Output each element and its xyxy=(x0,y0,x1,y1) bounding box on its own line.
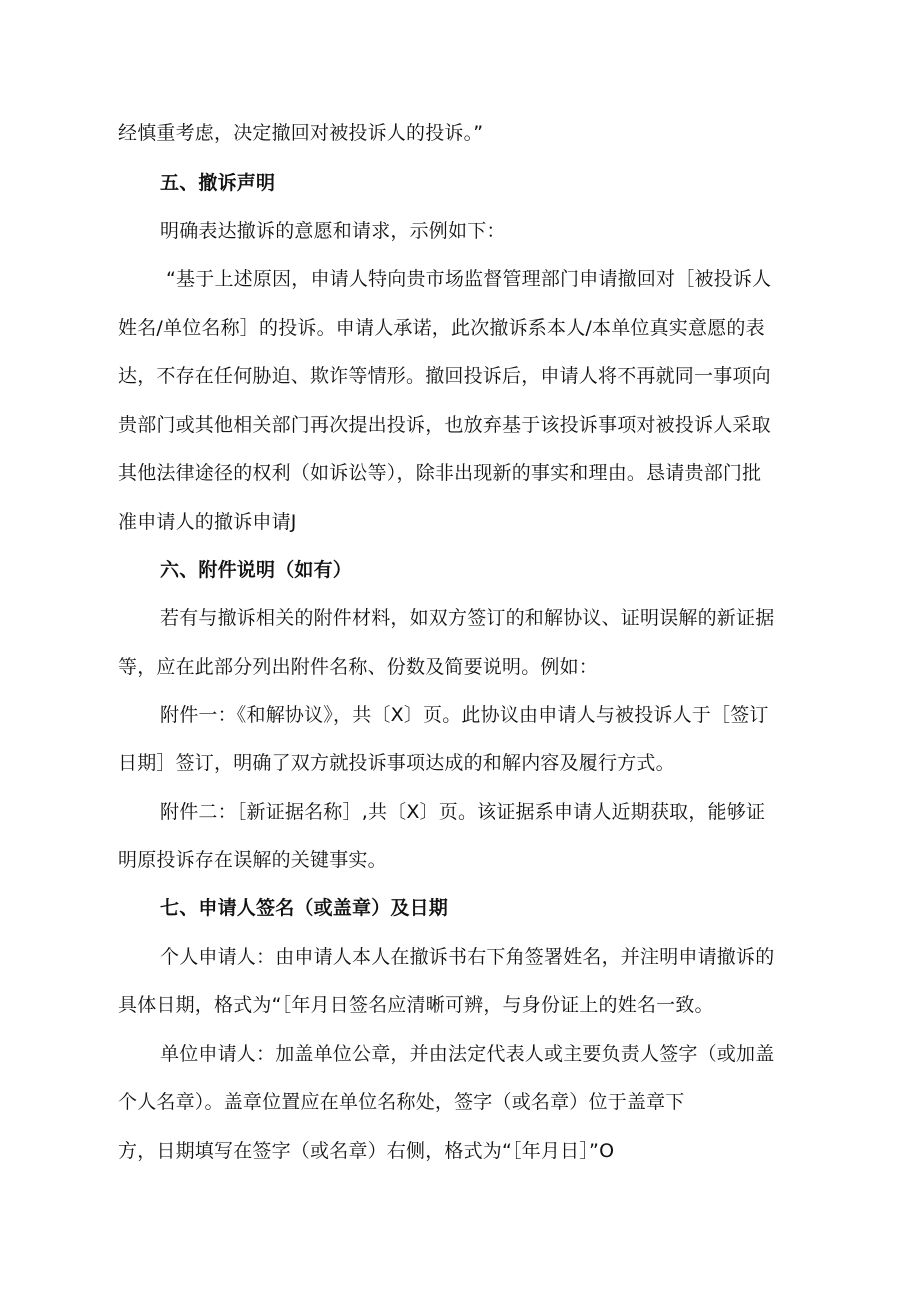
text-line: 具体日期，格式为“［年月日签名应清晰可辨，与身份证上的姓名一致。 xyxy=(118,994,714,1016)
text-line: 附件二：［新证据名称］,共〔X〕页。该证据系申请人近期获取，能够证 xyxy=(160,801,766,823)
text-line: 贵部门或其他相关部门再次提出投诉，也放弃基于该投诉事项对被投诉人采取 xyxy=(118,414,771,436)
text-line: 达，不存在任何胁迫、欺诈等情形。撤回投诉后，申请人将不再就同一事项向 xyxy=(118,365,771,387)
text-line: 单位申请人：加盖单位公章，并由法定代表人或主要负责人签字（或加盖 xyxy=(160,1043,775,1065)
section-heading-7: 七、申请人签名（或盖章）及日期 xyxy=(160,897,449,919)
text-line: 姓名/单位名称］的投诉。申请人承诺，此次撤诉系本人/本单位真实意愿的表 xyxy=(118,317,765,339)
text-line: 明原投诉存在误解的关键事实。 xyxy=(118,849,387,871)
text-line: 准申请人的撤诉申请J xyxy=(118,511,297,533)
text-line: 其他法律途径的权利（如诉讼等），除非出现新的事实和理由。恳请贵部门批 xyxy=(118,462,762,484)
text-line: 经慎重考虑，决定撤回对被投诉人的投诉。” xyxy=(118,122,484,144)
section-heading-6: 六、附件说明（如有） xyxy=(160,559,353,581)
text-line: 附件一：《和解协议》，共〔X〕页。此协议由申请人与被投诉人于［签订 xyxy=(160,704,769,726)
text-line: 个人名章）。盖章位置应在单位名称处，签字（或名章）位于盖章下 xyxy=(118,1091,685,1113)
text-line: 方，日期填写在签字（或名章）右侧，格式为“［年月日］”O xyxy=(118,1140,615,1162)
text-line: 明确表达撤诉的意愿和请求，示例如下： xyxy=(160,220,506,242)
text-line: 若有与撤诉相关的附件材料，如双方签订的和解协议、证明误解的新证据 xyxy=(160,607,775,629)
section-heading-5: 五、撤诉声明 xyxy=(160,172,276,194)
text-line: 日期］签订，明确了双方就投诉事项达成的和解内容及履行方式。 xyxy=(118,752,675,774)
text-line: 个人申请人：由申请人本人在撤诉书右下角签署姓名，并注明申请撤诉的 xyxy=(160,946,775,968)
text-line: “基于上述原因，申请人特向贵市场监督管理部门申请撤回对［被投诉人 xyxy=(166,268,772,290)
text-line: 等，应在此部分列出附件名称、份数及简要说明。例如： xyxy=(118,656,599,678)
